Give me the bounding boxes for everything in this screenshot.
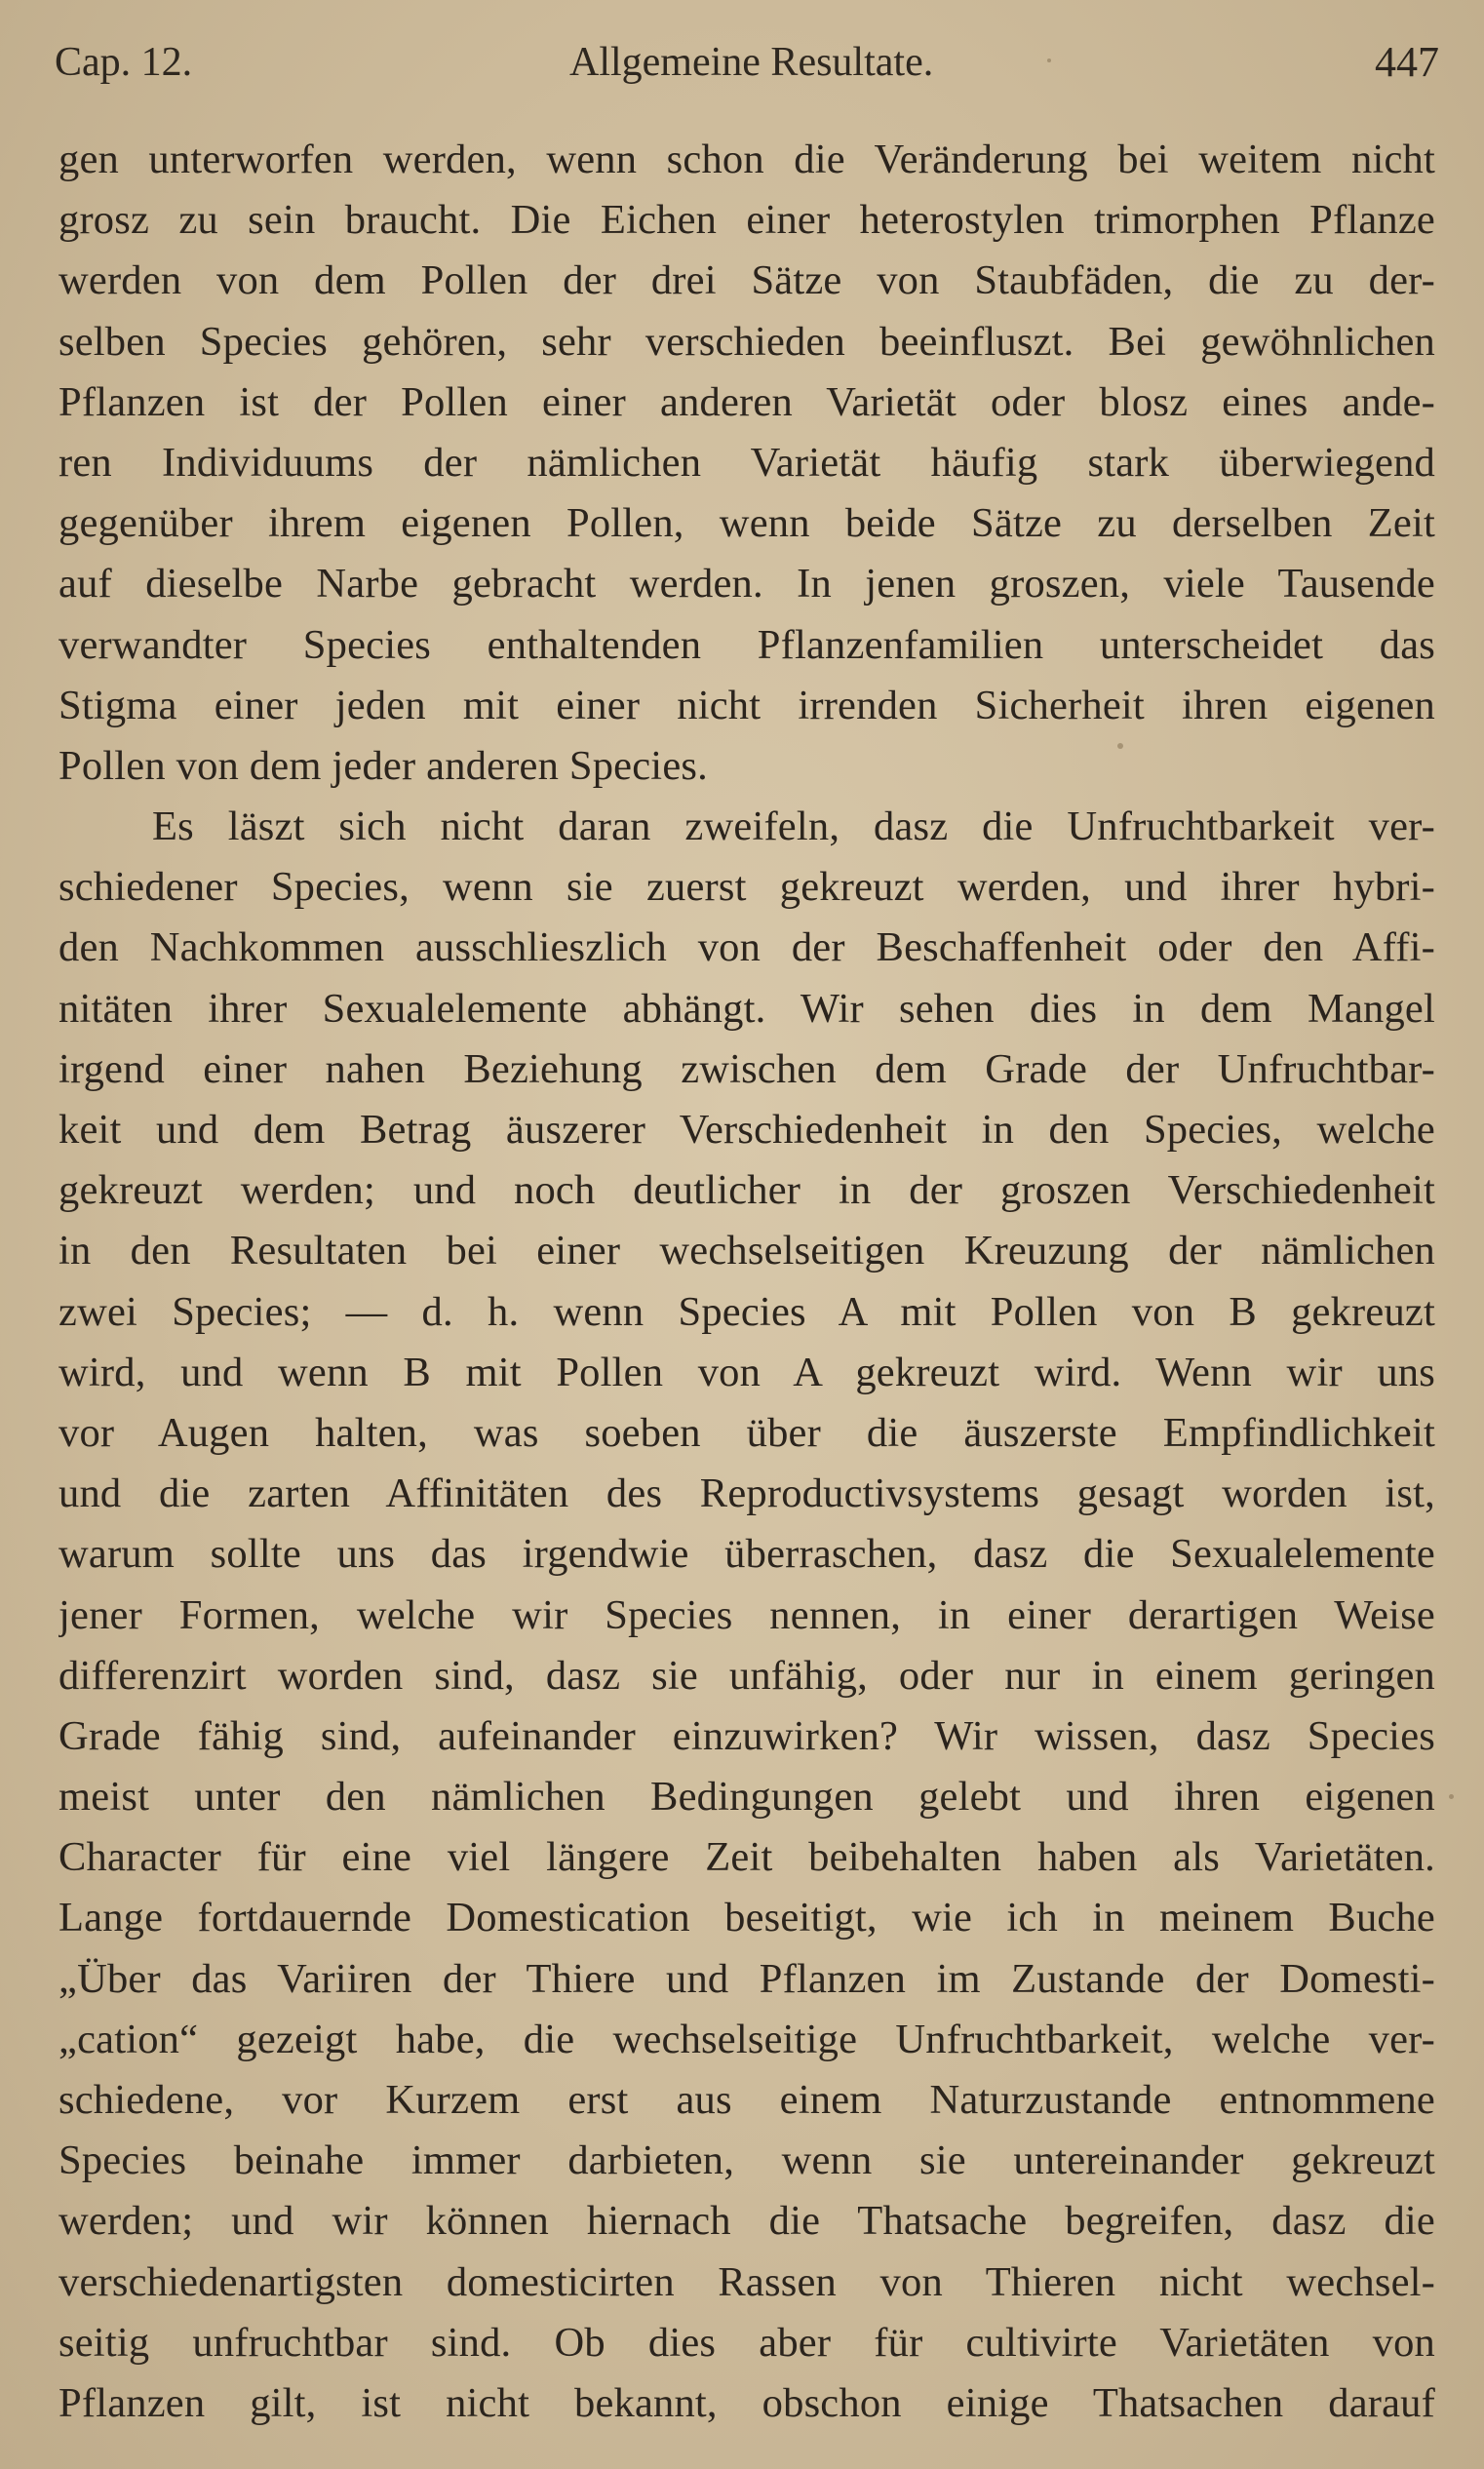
text-line: jener Formen, welche wir Species nennen, in einer derartigen Weise xyxy=(59,1591,1435,1638)
body-text xyxy=(59,130,1435,2434)
text-line: Pflanzen gilt, ist nicht bekannt, obschon einige Thatsachen darauf xyxy=(59,2379,1435,2426)
text-line: keit und dem Betrag äuszerer Verschiedenheit in den Species, welche xyxy=(59,1107,1435,1153)
text-line: Stigma einer jeden mit einer nicht irrenden Sicherheit ihren eigenen xyxy=(59,682,1435,728)
text-line: vor Augen halten, was soeben über die äuszerste Empfindlichkeit xyxy=(59,1409,1435,1456)
text-line: „cation“ gezeigt habe, die wechselseitige Unfruchtbarkeit, welche ver- xyxy=(59,2016,1435,2062)
paragraph-1 xyxy=(59,130,1435,797)
text-line: den Nachkommen ausschlieszlich von der Beschaffenheit oder den Affi- xyxy=(59,924,1435,971)
text-line: warum sollte uns das irgendwie überraschen, dasz die Sexualelemente xyxy=(59,1531,1435,1578)
text-line: Species beinahe immer darbieten, wenn sie untereinander gekreuzt xyxy=(59,2137,1435,2184)
chapter-label: Cap. 12. xyxy=(55,40,193,85)
section-title: Allgemeine Resultate. xyxy=(569,40,934,85)
text-line: Es läszt sich nicht daran zweifeln, dasz die Unfruchtbarkeit ver- xyxy=(152,803,1435,850)
paper-speck xyxy=(1047,59,1051,62)
text-line: meist unter den nämlichen Bedingungen gelebt und ihren eigenen xyxy=(59,1774,1435,1821)
text-line: Pollen von dem jeder anderen Species. xyxy=(59,742,708,789)
text-line: schiedene, vor Kurzem erst aus einem Naturzustande entnommene xyxy=(59,2077,1435,2123)
text-line: gegenüber ihrem eigenen Pollen, wenn beide Sätze zu derselben Zeit xyxy=(59,500,1435,547)
text-line: schiedener Species, wenn sie zuerst gekreuzt werden, und ihrer hybri- xyxy=(59,864,1435,911)
text-line: Pflanzen ist der Pollen einer anderen Varietät oder blosz eines ande- xyxy=(59,378,1435,425)
text-line: gen unterworfen werden, wenn schon die Veränderung bei weitem nicht xyxy=(59,137,1435,182)
page-number: 447 xyxy=(1375,38,1439,86)
text-line: und die zarten Affinitäten des Reproductivsystems gesagt worden ist, xyxy=(59,1470,1435,1517)
text-line: wird, und wenn B mit Pollen von A gekreuzt wird. Wenn wir uns xyxy=(59,1349,1435,1395)
text-line: Lange fortdauernde Domestication beseitigt, wie ich in meinem Buche xyxy=(59,1895,1435,1941)
text-line: grosz zu sein braucht. Die Eichen einer heterostylen trimorphen Pflanze xyxy=(59,197,1435,244)
text-line: seitig unfruchtbar sind. Ob dies aber für cultivirte Varietäten von xyxy=(59,2319,1435,2366)
text-line: nitäten ihrer Sexualelemente abhängt. Wir sehen dies in dem Mangel xyxy=(59,985,1435,1032)
text-line: gekreuzt werden; und noch deutlicher in der groszen Verschiedenheit xyxy=(59,1167,1435,1214)
running-head xyxy=(55,33,1439,92)
text-line: auf dieselbe Narbe gebracht werden. In jenen groszen, viele Tausende xyxy=(59,561,1435,607)
text-line: werden von dem Pollen der drei Sätze von Staubfäden, die zu der- xyxy=(59,257,1435,304)
paragraph-2 xyxy=(59,797,1435,2434)
text-line: werden; und wir können hiernach die Thatsache begreifen, dasz die xyxy=(59,2198,1435,2245)
text-line: ren Individuums der nämlichen Varietät häufig stark überwiegend xyxy=(59,439,1435,486)
text-line: Grade fähig sind, aufeinander einzuwirken? Wir wissen, dasz Species xyxy=(59,1712,1435,1759)
text-line: „Über das Variiren der Thiere und Pflanzen im Zustande der Domesti- xyxy=(59,1955,1435,2002)
text-line: verwandter Species enthaltenden Pflanzenfamilien unterscheidet das xyxy=(59,621,1435,668)
paper-speck xyxy=(1449,1794,1454,1799)
text-line: selben Species gehören, sehr verschieden beeinfluszt. Bei gewöhnlichen xyxy=(59,318,1435,365)
text-line: irgend einer nahen Beziehung zwischen dem Grade der Unfruchtbar- xyxy=(59,1045,1435,1092)
text-line: Character für eine viel längere Zeit beibehalten haben als Varietäten. xyxy=(59,1834,1435,1881)
text-line: zwei Species; — d. h. wenn Species A mit Pollen von B gekreuzt xyxy=(59,1288,1435,1335)
paper-speck xyxy=(1117,743,1123,749)
text-line: in den Resultaten bei einer wechselseitigen Kreuzung der nämlichen xyxy=(59,1228,1435,1274)
text-line: differenzirt worden sind, dasz sie unfähig, oder nur in einem geringen xyxy=(59,1652,1435,1699)
text-line: verschiedenartigsten domesticirten Rassen von Thieren nicht wechsel- xyxy=(59,2258,1435,2305)
